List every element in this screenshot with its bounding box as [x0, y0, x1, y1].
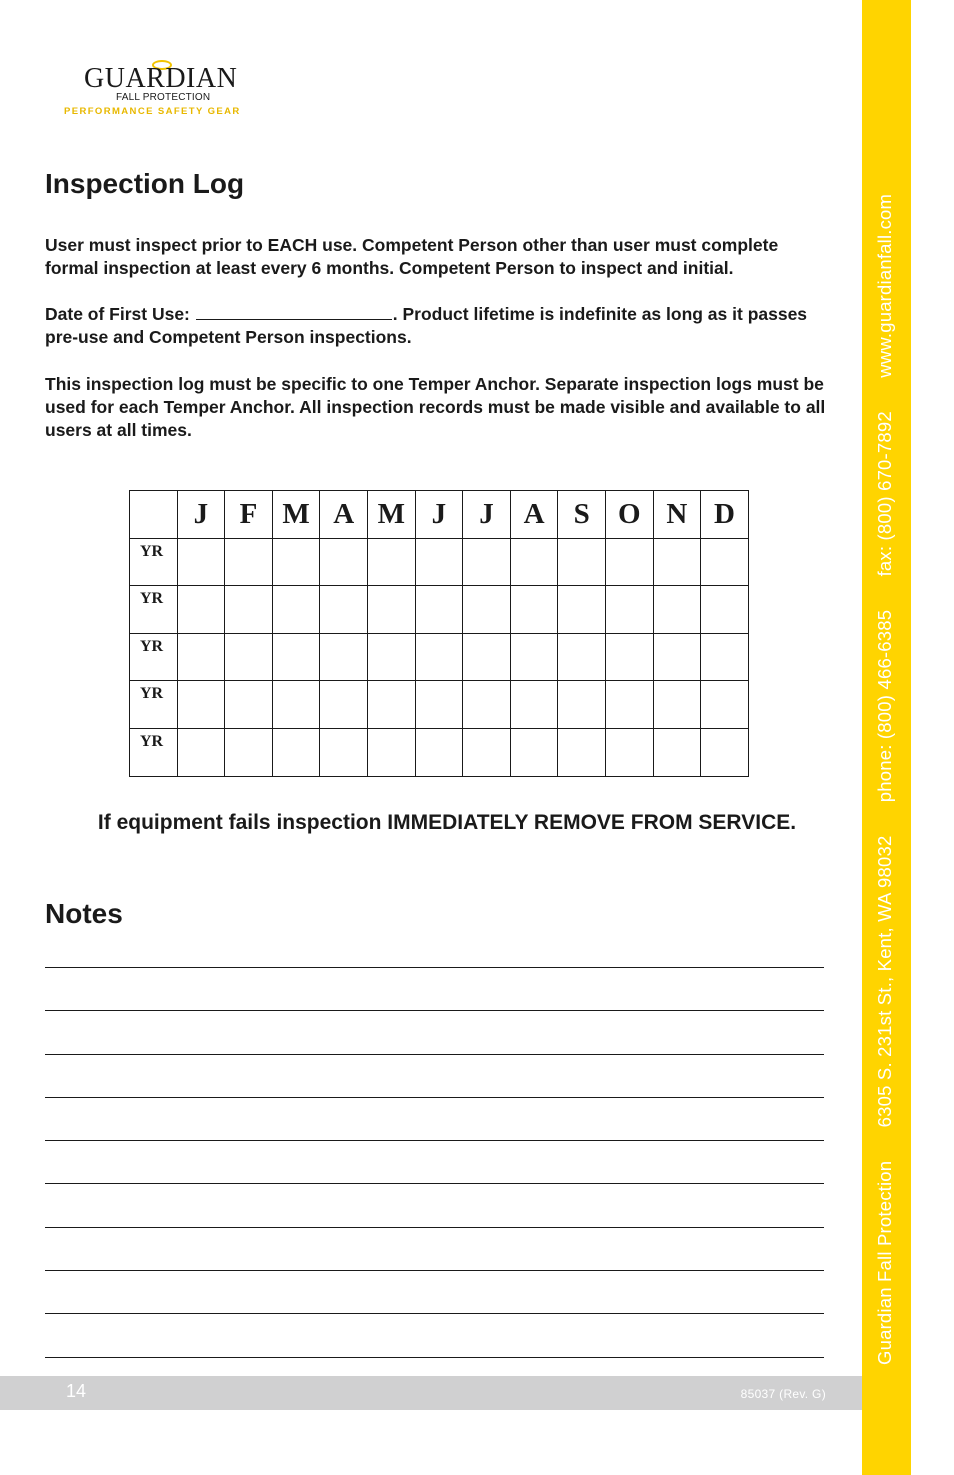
inspection-cell[interactable]	[510, 538, 558, 586]
inspection-cell[interactable]	[701, 538, 749, 586]
inspection-cell[interactable]	[463, 538, 511, 586]
inspection-cell[interactable]	[558, 538, 606, 586]
log-specificity-paragraph: This inspection log must be specific to one Temper Anchor. Separate inspection logs must be used for each Temper Anchor. All inspection records must be made visible and available to all users at all times.	[45, 374, 826, 440]
inspection-cell[interactable]	[367, 633, 415, 681]
website-url: www.guardianfall.com	[874, 193, 895, 378]
inspection-cell[interactable]	[463, 728, 511, 776]
inspection-cell[interactable]	[225, 728, 273, 776]
notes-title: Notes	[45, 898, 123, 929]
inspection-instructions: User must inspect prior to EACH use. Competent Person other than user must complete formal inspection at least every 6 months. Competent Person to inspect and initial.	[45, 235, 779, 278]
inspection-cell[interactable]	[272, 728, 320, 776]
year-label: YR	[130, 681, 178, 729]
revision-code: 85037 (Rev. G)	[740, 1387, 826, 1401]
brand-logo	[64, 63, 241, 120]
inspection-cell[interactable]	[320, 538, 368, 586]
inspection-cell[interactable]	[320, 633, 368, 681]
fail-warning: If equipment fails inspection IMMEDIATELY REMOVE FROM SERVICE.	[97, 811, 797, 834]
inspection-cell[interactable]	[272, 538, 320, 586]
inspection-cell[interactable]	[272, 633, 320, 681]
grid-year-row	[130, 586, 749, 634]
phone-number: phone: (800) 466-6385	[874, 609, 895, 803]
year-label: YR	[130, 728, 178, 776]
inspection-cell[interactable]	[272, 586, 320, 634]
inspection-cell[interactable]	[415, 681, 463, 729]
inspection-cell[interactable]	[653, 681, 701, 729]
inspection-cell[interactable]	[605, 586, 653, 634]
inspection-cell[interactable]	[415, 586, 463, 634]
month-header: J	[177, 491, 225, 539]
year-label: YR	[130, 538, 178, 586]
inspection-cell[interactable]	[605, 728, 653, 776]
inspection-cell[interactable]	[653, 728, 701, 776]
inspection-cell[interactable]	[177, 586, 225, 634]
note-line[interactable]	[45, 1140, 824, 1183]
inspection-cell[interactable]	[367, 728, 415, 776]
month-header: D	[701, 491, 749, 539]
inspection-cell[interactable]	[320, 681, 368, 729]
first-use-paragraph	[45, 303, 835, 349]
note-line[interactable]	[45, 967, 824, 1010]
inspection-cell[interactable]	[320, 586, 368, 634]
inspection-cell[interactable]	[653, 633, 701, 681]
month-header: A	[510, 491, 558, 539]
inspection-cell[interactable]	[415, 728, 463, 776]
inspection-cell[interactable]	[367, 586, 415, 634]
inspection-cell[interactable]	[177, 681, 225, 729]
company-name: Guardian Fall Protection	[874, 1160, 895, 1365]
inspection-cell[interactable]	[605, 633, 653, 681]
product-lifetime-text: . Product lifetime is indefinite as long as it passes pre-use and Competent Person inspections.	[45, 304, 808, 347]
month-header: M	[367, 491, 415, 539]
inspection-cell[interactable]	[701, 633, 749, 681]
inspection-cell[interactable]	[605, 681, 653, 729]
footer-bar	[0, 1376, 862, 1410]
date-of-first-use-blank	[196, 304, 392, 320]
year-label: YR	[130, 586, 178, 634]
note-line[interactable]	[45, 1097, 824, 1140]
inspection-cell[interactable]	[367, 538, 415, 586]
inspection-cell[interactable]	[463, 586, 511, 634]
note-line[interactable]	[45, 1270, 824, 1313]
month-header: F	[225, 491, 273, 539]
company-address: 6305 S. 231st St., Kent, WA 98032	[874, 835, 895, 1128]
grid-year-row	[130, 728, 749, 776]
page-number: 14	[66, 1381, 87, 1401]
note-line[interactable]	[45, 1054, 824, 1097]
inspection-cell[interactable]	[558, 633, 606, 681]
inspection-cell[interactable]	[177, 633, 225, 681]
inspection-cell[interactable]	[653, 586, 701, 634]
year-label: YR	[130, 633, 178, 681]
inspection-cell[interactable]	[177, 728, 225, 776]
inspection-cell[interactable]	[558, 681, 606, 729]
inspection-cell[interactable]	[558, 586, 606, 634]
inspection-cell[interactable]	[510, 633, 558, 681]
inspection-cell[interactable]	[463, 633, 511, 681]
inspection-cell[interactable]	[272, 681, 320, 729]
grid-corner-cell	[130, 491, 178, 539]
month-header: A	[320, 491, 368, 539]
notes-lines	[45, 967, 824, 1400]
inspection-cell[interactable]	[177, 538, 225, 586]
inspection-cell[interactable]	[225, 586, 273, 634]
inspection-grid	[129, 490, 749, 777]
inspection-cell[interactable]	[415, 633, 463, 681]
note-line[interactable]	[45, 1227, 824, 1270]
note-line[interactable]	[45, 1010, 824, 1053]
month-header: O	[605, 491, 653, 539]
inspection-cell[interactable]	[510, 681, 558, 729]
inspection-cell[interactable]	[701, 586, 749, 634]
inspection-cell[interactable]	[225, 538, 273, 586]
inspection-cell[interactable]	[415, 538, 463, 586]
inspection-cell[interactable]	[510, 586, 558, 634]
inspection-cell[interactable]	[558, 728, 606, 776]
inspection-cell[interactable]	[605, 538, 653, 586]
contact-info	[874, 166, 896, 1365]
note-line[interactable]	[45, 1183, 824, 1226]
date-of-first-use-label: Date of First Use:	[45, 304, 190, 324]
inspection-cell[interactable]	[510, 728, 558, 776]
inspection-cell[interactable]	[701, 681, 749, 729]
grid-header-row	[130, 491, 749, 539]
inspection-log-title: Inspection Log	[45, 168, 245, 199]
logo-tagline: PERFORMANCE SAFETY GEAR	[64, 106, 241, 117]
month-header: N	[653, 491, 701, 539]
inspection-cell[interactable]	[225, 681, 273, 729]
grid-year-row	[130, 681, 749, 729]
inspection-cell[interactable]	[463, 681, 511, 729]
inspection-cell[interactable]	[701, 728, 749, 776]
month-header: J	[415, 491, 463, 539]
grid-year-row	[130, 538, 749, 586]
logo-wordmark: GUARDIAN	[84, 63, 238, 94]
inspection-cell[interactable]	[367, 681, 415, 729]
month-header: J	[463, 491, 511, 539]
fax-number: fax: (800) 670-7892	[874, 411, 895, 577]
note-line[interactable]	[45, 1313, 824, 1356]
logo-subtitle: FALL PROTECTION	[116, 92, 211, 103]
inspection-cell[interactable]	[653, 538, 701, 586]
month-header: M	[272, 491, 320, 539]
inspection-cell[interactable]	[320, 728, 368, 776]
month-header: S	[558, 491, 606, 539]
inspection-cell[interactable]	[225, 633, 273, 681]
grid-year-row	[130, 633, 749, 681]
